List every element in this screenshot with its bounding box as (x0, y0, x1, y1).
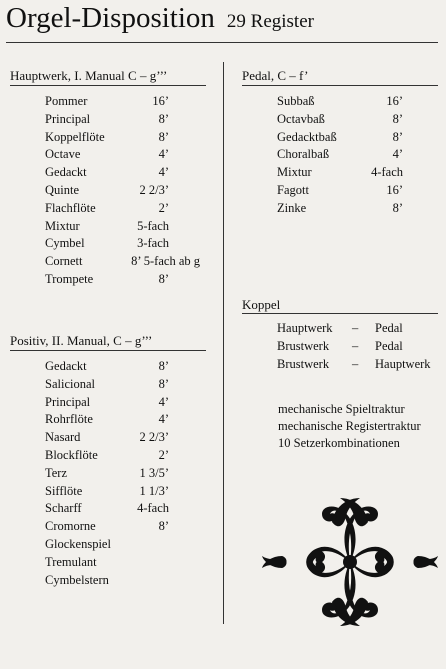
register-value: 16’ (386, 183, 403, 197)
column-divider (223, 62, 224, 624)
register-name: Sifflöte (45, 483, 83, 498)
register-name: Scharff (45, 501, 82, 516)
register-name: Gedackt (45, 359, 87, 373)
positiv-rule (10, 350, 206, 351)
register-name: Quinte (45, 183, 80, 197)
register-name: Trompete (45, 272, 94, 286)
page-title (6, 0, 314, 40)
koppel-title: Koppel (242, 297, 281, 312)
art-nouveau-ornament-icon (262, 492, 438, 632)
register-value: 16’ (386, 94, 403, 108)
register-value: 4’ (392, 147, 403, 162)
register-name: Terz (45, 465, 68, 480)
register-name: Gedacktbaß (277, 129, 337, 144)
pedal-rule (242, 85, 438, 86)
register-value: 4’ (158, 394, 169, 409)
koppel-from: Brustwerk (277, 338, 330, 353)
koppel-from: Brustwerk (277, 356, 330, 371)
register-name: Cymbelstern (45, 572, 109, 587)
register-name: Octavbaß (277, 111, 325, 126)
register-name: Flachflöte (45, 200, 96, 215)
register-name: Cromorne (45, 519, 96, 534)
register-name: Pommer (45, 94, 88, 108)
hauptwerk-title: Hauptwerk, I. Manual C – g’’’ (10, 68, 168, 83)
register-name: Subbaß (277, 94, 315, 108)
register-name: Cymbel (45, 236, 85, 251)
register-value: 2’ (158, 200, 169, 215)
register-value: 8’ (392, 111, 403, 126)
register-value: 8’ 5-fach ab g (131, 254, 200, 269)
koppel-to: Pedal (375, 338, 403, 353)
register-name: Koppelflöte (45, 129, 105, 144)
register-value: 4’ (158, 412, 169, 427)
register-count: 29 Register (226, 11, 314, 32)
koppel-rule (242, 313, 438, 314)
register-value: 8’ (392, 200, 403, 215)
register-value: 4’ (158, 147, 169, 162)
register-value: 1 3/5’ (139, 465, 169, 480)
register-name: Fagott (277, 183, 309, 197)
note-spieltraktur: mechanische Spieltraktur (278, 402, 405, 416)
register-value: 2 2/3’ (139, 430, 169, 445)
register-value: 8’ (158, 129, 169, 144)
register-value: 8’ (158, 359, 169, 373)
note-setzerkombinationen: 10 Setzerkombinationen (278, 436, 400, 450)
hauptwerk-rule (10, 85, 206, 86)
register-value: 16’ (152, 94, 169, 108)
pedal-title: Pedal, C – f’ (242, 68, 309, 83)
register-name: Gedackt (45, 165, 87, 180)
koppel-dash: – (352, 321, 359, 335)
title-divider (6, 42, 438, 43)
register-name: Principal (45, 394, 91, 409)
koppel-dash: – (352, 356, 359, 371)
register-value: 8’ (158, 376, 169, 391)
koppel-from: Hauptwerk (277, 321, 333, 335)
register-value: 2’ (158, 448, 169, 462)
register-name: Zinke (277, 200, 307, 215)
register-name: Glockenspiel (45, 537, 111, 551)
koppel-to: Pedal (375, 321, 403, 335)
register-name: Blockflöte (45, 448, 98, 462)
register-name: Salicional (45, 376, 95, 391)
register-name: Octave (45, 147, 81, 162)
register-value: 8’ (392, 129, 403, 144)
register-name: Nasard (45, 430, 81, 445)
register-value: 4-fach (371, 165, 403, 180)
register-name: Mixtur (277, 165, 312, 180)
register-name: Cornett (45, 254, 83, 269)
register-value: 8’ (158, 272, 169, 286)
register-value: 2 2/3’ (139, 183, 169, 197)
register-name: Rohrflöte (45, 412, 93, 427)
register-value: 8’ (158, 111, 169, 126)
title-text: Orgel-Disposition (6, 2, 215, 34)
register-name: Principal (45, 111, 91, 126)
register-value: 4’ (158, 165, 169, 180)
register-name: Choralbaß (277, 147, 330, 162)
register-name: Mixtur (45, 218, 80, 233)
register-value: 5-fach (137, 218, 169, 233)
register-name: Tremulant (45, 554, 97, 569)
register-value: 3-fach (137, 236, 169, 251)
koppel-to: Hauptwerk (375, 356, 431, 371)
koppel-dash: – (352, 338, 359, 353)
note-registertraktur: mechanische Registertraktur (278, 419, 421, 433)
register-value: 4-fach (137, 501, 169, 516)
register-value: 1 1/3’ (139, 483, 169, 498)
register-value: 8’ (158, 519, 169, 534)
positiv-title: Positiv, II. Manual, C – g’’’ (10, 333, 153, 348)
